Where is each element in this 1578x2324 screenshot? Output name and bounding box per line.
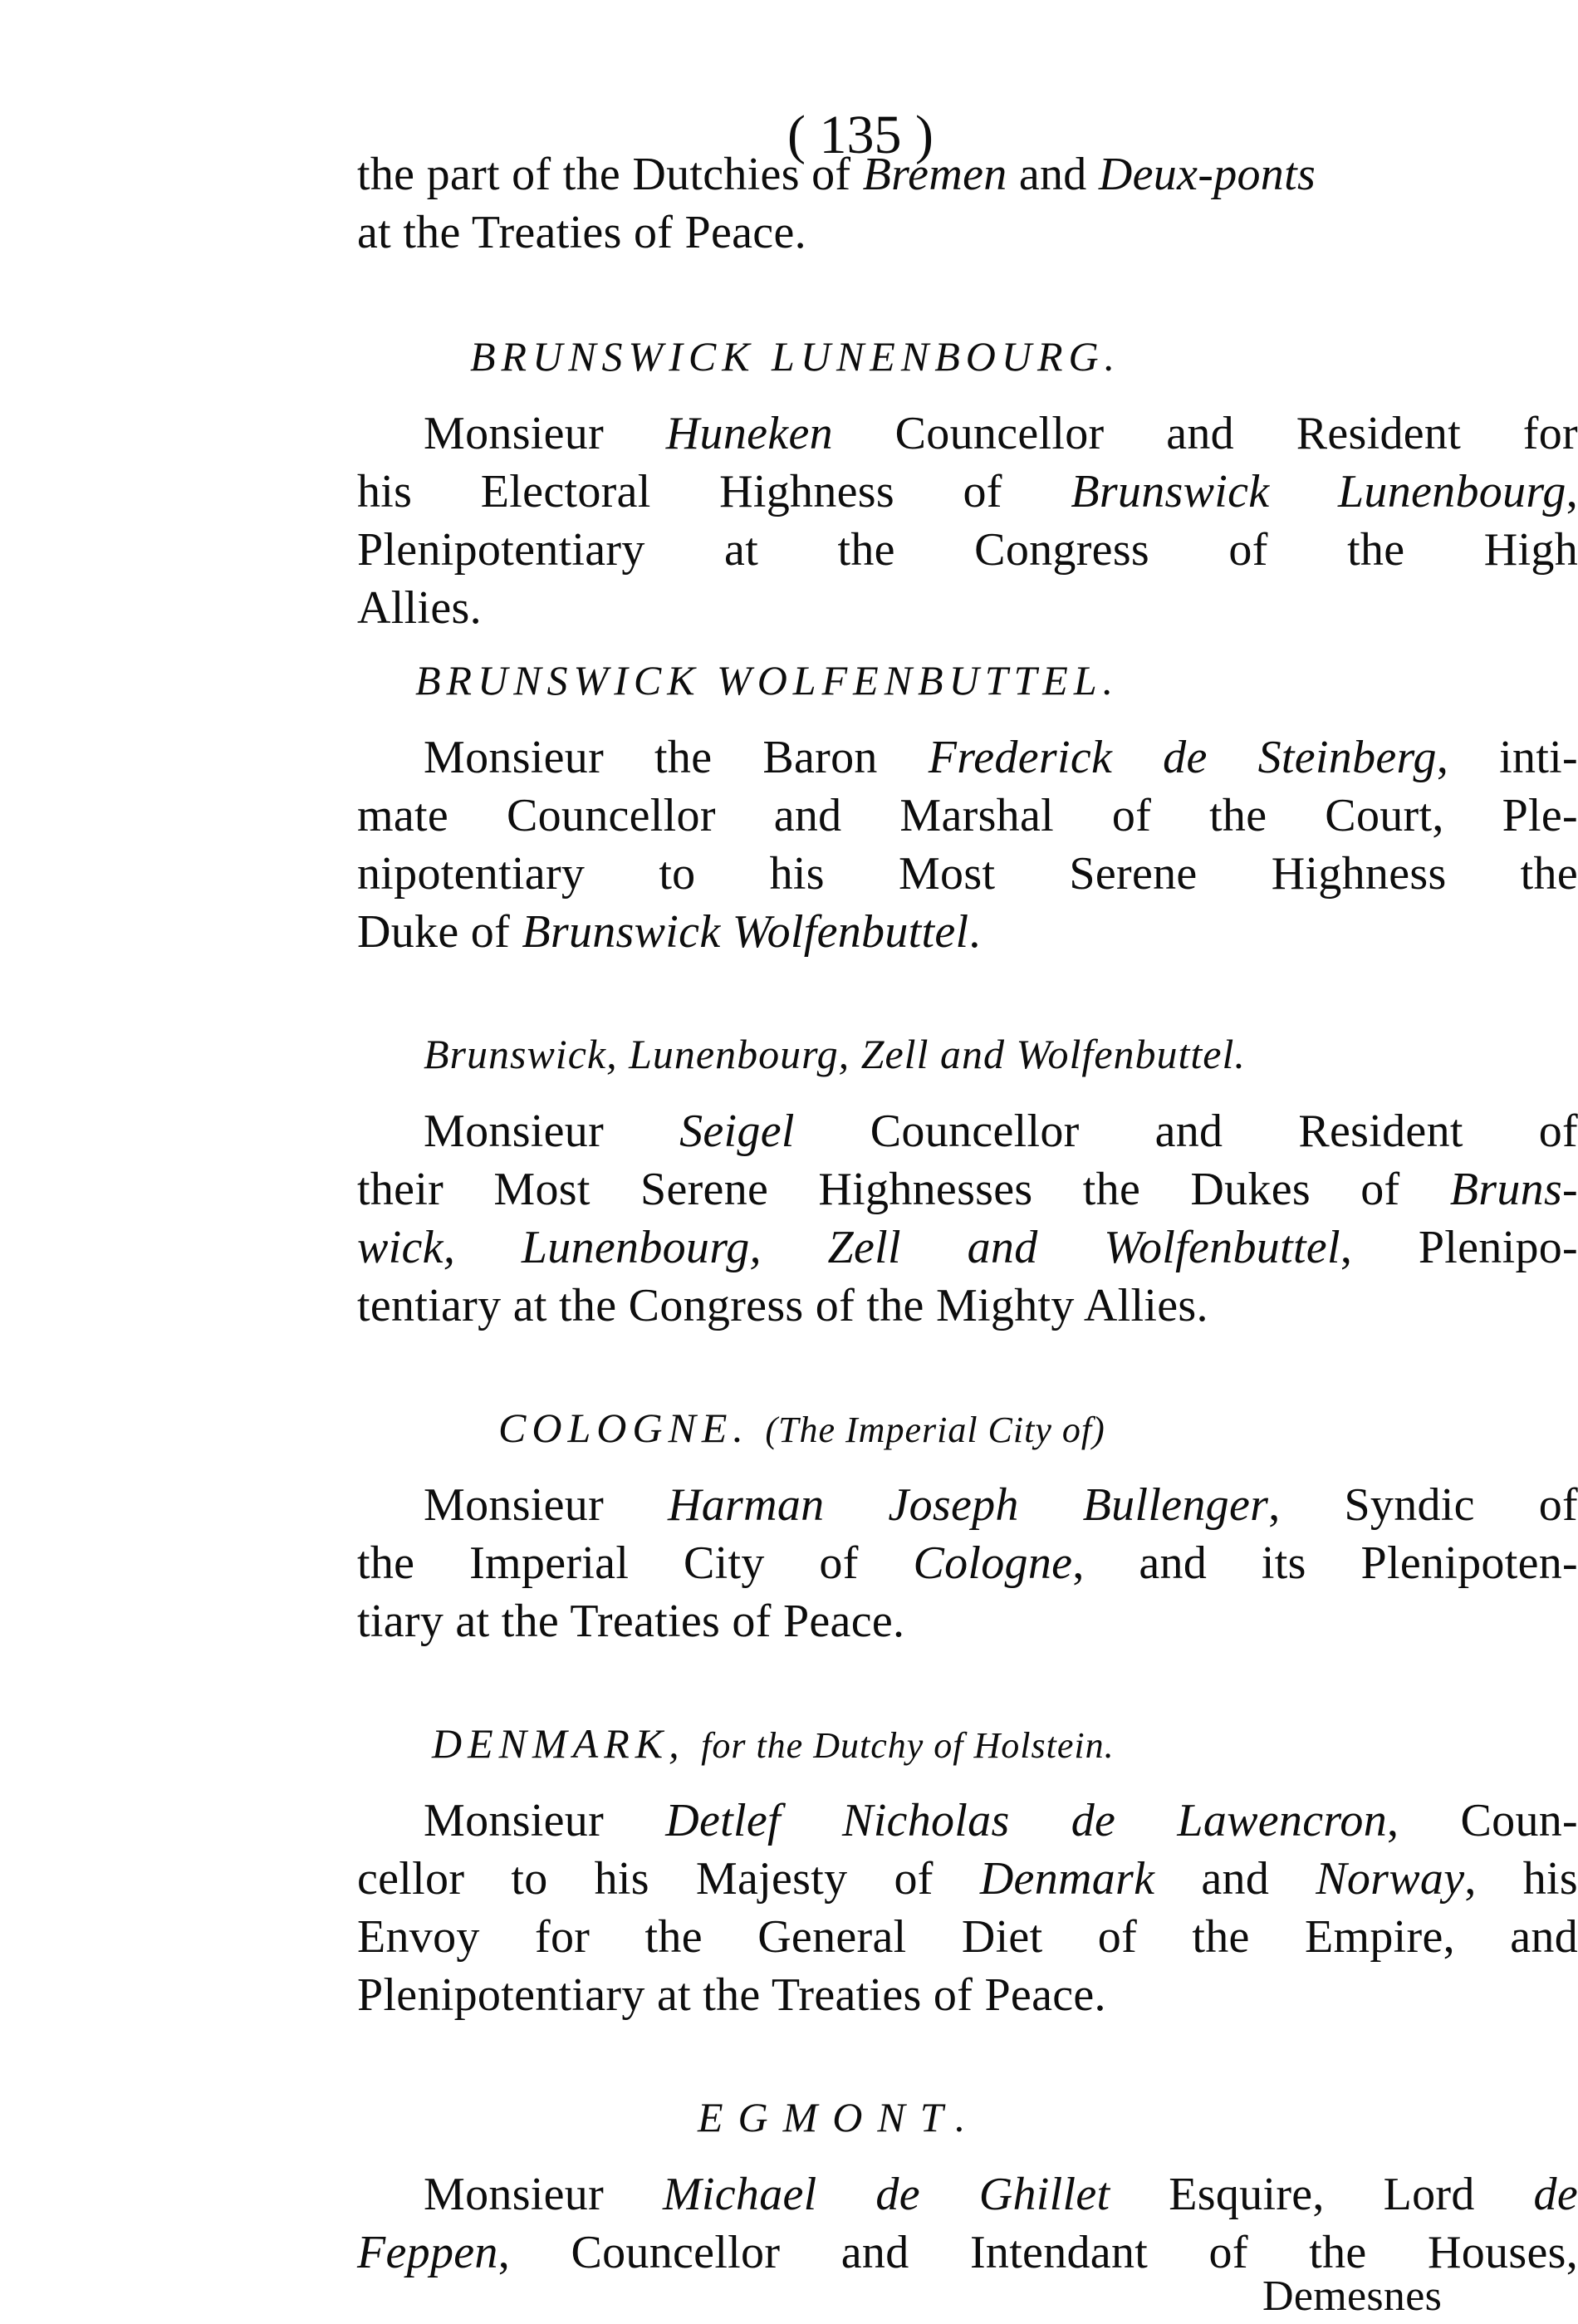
text-line: Monsieur Detlef Nicholas de Lawencron, Coun-	[424, 1795, 1578, 1846]
text-line: Allies.	[357, 582, 482, 634]
text-line: his Electoral Highness of Brunswick Lunenbourg,	[357, 466, 1578, 517]
section-heading: Brunswick, Lunenbourg, Zell and Wolfenbuttel.	[424, 1031, 1246, 1077]
page-number: ( 135 )	[787, 105, 934, 165]
text-line: cellor to his Majesty of Denmark and Norway, his	[357, 1853, 1578, 1905]
text-line: wick, Lunenbourg, Zell and Wolfenbuttel, Plenipo-	[357, 1222, 1578, 1273]
text-line: the Imperial City of Cologne, and its Plenipoten-	[357, 1537, 1578, 1589]
text-line: tentiary at the Congress of the Mighty Allies.	[357, 1280, 1208, 1331]
section-heading: BRUNSWICK WOLFENBUTTEL.	[415, 657, 1120, 704]
text-line: tiary at the Treaties of Peace.	[357, 1596, 905, 1647]
section-heading: EGMONT.	[698, 2094, 981, 2140]
text-line: Envoy for the General Diet of the Empire, and	[357, 1911, 1578, 1963]
text-line: Monsieur the Baron Frederick de Steinberg, inti-	[424, 732, 1578, 783]
text-line: Monsieur Huneken Councellor and Resident for	[424, 408, 1578, 459]
section-heading: BRUNSWICK LUNENBOURG.	[470, 333, 1121, 380]
text-line: Feppen, Councellor and Intendant of the Houses,	[357, 2227, 1578, 2278]
text-line: the part of the Dutchies of Bremen and Deux-ponts	[357, 149, 1316, 200]
text-line: Monsieur Harman Joseph Bullenger, Syndic of	[424, 1479, 1578, 1531]
section-heading: COLOGNE. (The Imperial City of)	[498, 1405, 1105, 1451]
text-line: nipotentiary to his Most Serene Highness the	[357, 848, 1578, 900]
text-line: their Most Serene Highnesses the Dukes of Bruns-	[357, 1164, 1578, 1215]
text-line: mate Councellor and Marshal of the Court, Ple-	[357, 790, 1578, 841]
section-heading: DENMARK, for the Dutchy of Holstein.	[432, 1720, 1115, 1767]
text-line: Plenipotentiary at the Treaties of Peace.	[357, 1969, 1106, 2021]
text-line: Monsieur Seigel Councellor and Resident of	[424, 1106, 1578, 1157]
text-line: Monsieur Michael de Ghillet Esquire, Lord de	[424, 2169, 1578, 2220]
text-line: Duke of Brunswick Wolfenbuttel.	[357, 906, 981, 958]
text-line: at the Treaties of Peace.	[357, 207, 806, 258]
catchword: Demesnes	[1262, 2273, 1443, 2320]
text-line: Plenipotentiary at the Congress of the High	[357, 524, 1578, 576]
